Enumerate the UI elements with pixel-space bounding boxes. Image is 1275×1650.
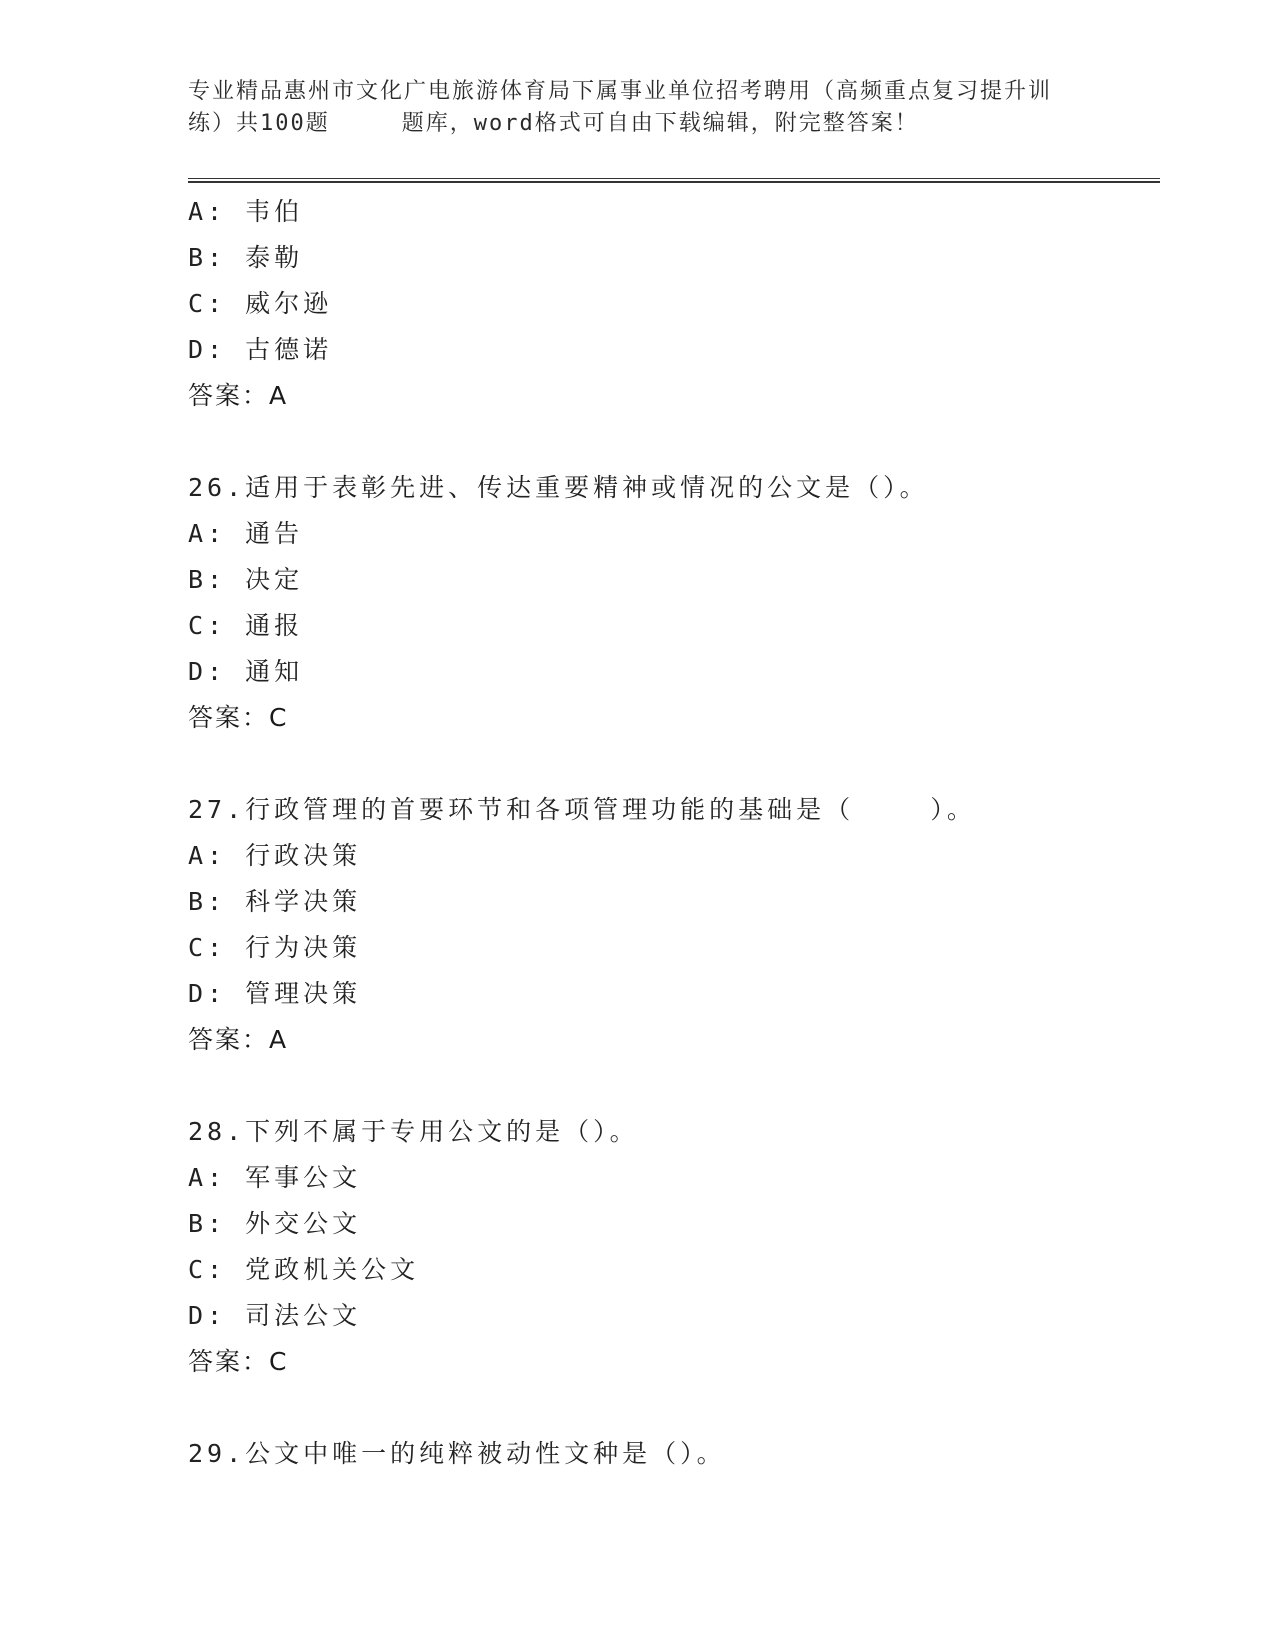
question-text: 26.适用于表彰先进、传达重要精神或情况的公文是（）。 (188, 473, 929, 502)
spacer (188, 741, 1160, 787)
spacer (188, 1063, 1160, 1109)
option-b: B: 外交公文 (188, 1209, 362, 1238)
option-a: A: 行政决策 (188, 841, 362, 870)
header-divider-thin (188, 178, 1160, 179)
option-b: B: 科学决策 (188, 887, 362, 916)
option-a: A: 韦伯 (188, 197, 304, 226)
option-d: D: 司法公文 (188, 1301, 362, 1330)
option-c: C: 威尔逊 (188, 289, 333, 318)
option-b: B: 决定 (188, 565, 304, 594)
spacer (188, 1385, 1160, 1431)
option-a: A: 通告 (188, 519, 304, 548)
answer: 答案：A (188, 381, 289, 410)
header-line-1: 专业精品惠州市文化广电旅游体育局下属事业单位招考聘用（高频重点复习提升训 (188, 79, 1053, 104)
option-d: D: 通知 (188, 657, 304, 686)
answer: 答案：C (188, 703, 289, 732)
header-line-2-part-2: 题库，word格式可自由下载编辑，附完整答案！ (401, 111, 919, 136)
question-text: 28.下列不属于专用公文的是（）。 (188, 1117, 639, 1146)
option-b: B: 泰勒 (188, 243, 304, 272)
option-c: C: 通报 (188, 611, 304, 640)
spacer (188, 419, 1160, 465)
question-25-block (188, 189, 1160, 419)
option-a: A: 军事公文 (188, 1163, 362, 1192)
option-d: D: 管理决策 (188, 979, 362, 1008)
answer: 答案：C (188, 1347, 289, 1376)
question-text: 27.行政管理的首要环节和各项管理功能的基础是（ ）。 (188, 795, 976, 824)
question-list (188, 189, 1160, 1477)
option-d: D: 古德诺 (188, 335, 333, 364)
question-29-block (188, 1431, 1160, 1477)
question-27-block (188, 787, 1160, 1063)
header-divider-thick (188, 181, 1160, 183)
question-28-block (188, 1109, 1160, 1385)
header-line-2-part-1: 练）共100题 (188, 111, 330, 136)
question-text: 29.公文中唯一的纯粹被动性文种是（）。 (188, 1439, 726, 1468)
answer: 答案：A (188, 1025, 289, 1054)
document-header (188, 76, 1088, 140)
option-c: C: 党政机关公文 (188, 1255, 420, 1284)
option-c: C: 行为决策 (188, 933, 362, 962)
header-line-2 (188, 108, 1088, 140)
question-26-block (188, 465, 1160, 741)
